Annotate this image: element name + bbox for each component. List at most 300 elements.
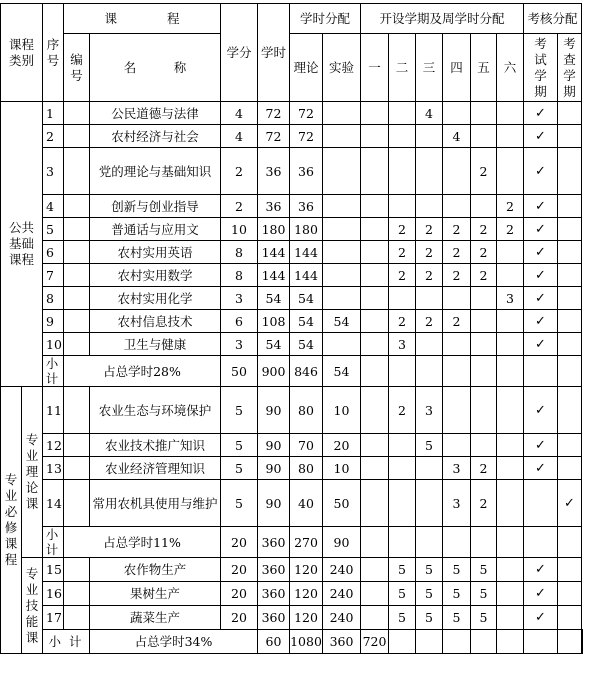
term-6-hours: [497, 102, 524, 125]
term-4-hours: 2: [443, 241, 471, 264]
term-5-hours: [471, 310, 497, 333]
course-no: 5: [43, 218, 64, 241]
course-no: 10: [43, 333, 64, 356]
header-term-dist: 开设学期及周学时分配: [361, 4, 524, 34]
table-row: [1, 125, 583, 148]
term-5-hours: 5: [471, 606, 497, 630]
header-course: 课 程: [64, 4, 221, 34]
subtotal-label: 小 计: [43, 630, 90, 654]
header-term-4: 四: [443, 34, 471, 102]
term-1-hours: [361, 434, 389, 457]
course-name: 果树生产: [90, 582, 221, 606]
term-5-hours: 2: [471, 148, 497, 195]
exam-term-check: ✓: [524, 558, 558, 582]
course-name: 农村实用数学: [90, 264, 221, 287]
term-4-hours: 3: [443, 480, 471, 527]
header-exam: 考试学期: [524, 34, 558, 102]
exam-term-check: ✓: [524, 434, 558, 457]
course-theory: 54: [290, 287, 323, 310]
exam-term-check: ✓: [524, 125, 558, 148]
term-2-hours: 3: [389, 333, 416, 356]
term-4-hours: [443, 102, 471, 125]
check-term-check: [558, 287, 582, 310]
table-row: [1, 264, 583, 287]
term-6-hours: [497, 582, 524, 606]
course-hours: 180: [258, 218, 290, 241]
term-1-hours: [361, 457, 389, 480]
term-3-hours: [416, 195, 443, 218]
term-5-hours: [471, 333, 497, 356]
term-1-hours: [361, 558, 389, 582]
term-1-hours: [361, 218, 389, 241]
term-3-hours: 3: [416, 387, 443, 434]
course-code: [64, 457, 90, 480]
exam-term-check: ✓: [524, 148, 558, 195]
course-code: [64, 148, 90, 195]
term-2-hours: [389, 148, 416, 195]
course-hours: 360: [258, 558, 290, 582]
course-lab: [323, 264, 361, 287]
exam-term-check: ✓: [524, 287, 558, 310]
header-hours-dist: 学时分配: [290, 4, 361, 34]
course-credit: 20: [221, 582, 258, 606]
course-code: [64, 333, 90, 356]
term-5-hours: 2: [471, 457, 497, 480]
term-3-hours: [416, 287, 443, 310]
check-term-check: [558, 558, 582, 582]
course-theory: 54: [290, 333, 323, 356]
term-6-hours: [497, 148, 524, 195]
term-4-hours: 2: [443, 218, 471, 241]
course-theory: 70: [290, 434, 323, 457]
check-term-check: [558, 218, 582, 241]
term-3-hours: 4: [416, 102, 443, 125]
course-no: 8: [43, 287, 64, 310]
term-3-hours: 5: [416, 606, 443, 630]
exam-term-check: ✓: [524, 387, 558, 434]
course-hours: 108: [258, 310, 290, 333]
empty-cell: [471, 630, 497, 654]
empty-cell: [471, 527, 497, 558]
course-theory: 36: [290, 195, 323, 218]
term-2-hours: [389, 287, 416, 310]
term-6-hours: [497, 480, 524, 527]
course-code: [64, 218, 90, 241]
course-no: 11: [43, 387, 64, 434]
table-row: [1, 287, 583, 310]
course-credit: 8: [221, 241, 258, 264]
empty-cell: [416, 630, 443, 654]
empty-cell: [558, 356, 582, 387]
header-term-5: 五: [471, 34, 497, 102]
course-theory: 120: [290, 606, 323, 630]
course-no: 12: [43, 434, 64, 457]
course-credit: 5: [221, 457, 258, 480]
term-2-hours: [389, 125, 416, 148]
exam-term-check: ✓: [524, 582, 558, 606]
term-6-hours: [497, 558, 524, 582]
group-label-text: 公共基础课程: [8, 220, 34, 267]
term-5-hours: 2: [471, 218, 497, 241]
term-3-hours: [416, 480, 443, 527]
course-lab: 54: [323, 310, 361, 333]
term-6-hours: 2: [497, 195, 524, 218]
exam-term-check: ✓: [524, 457, 558, 480]
course-no: 3: [43, 148, 64, 195]
empty-cell: [471, 356, 497, 387]
subtotal-theory: 360: [323, 630, 361, 654]
course-lab: [323, 218, 361, 241]
course-hours: 90: [258, 387, 290, 434]
course-lab: 240: [323, 558, 361, 582]
term-4-hours: 2: [443, 310, 471, 333]
empty-cell: [389, 356, 416, 387]
course-lab: [323, 333, 361, 356]
term-2-hours: 2: [389, 218, 416, 241]
table-row: [1, 558, 583, 582]
term-1-hours: [361, 148, 389, 195]
course-hours: 360: [258, 606, 290, 630]
exam-term-check: [524, 480, 558, 527]
term-6-hours: 2: [497, 218, 524, 241]
table-row: [1, 480, 583, 527]
course-lab: [323, 287, 361, 310]
check-term-check: [558, 264, 582, 287]
subtotal-lab: 720: [361, 630, 389, 654]
course-credit: 3: [221, 333, 258, 356]
course-theory: 54: [290, 310, 323, 333]
subtotal-theory: 270: [290, 527, 323, 558]
check-term-check: [558, 125, 582, 148]
course-hours: 54: [258, 333, 290, 356]
course-credit: 5: [221, 434, 258, 457]
table-header: [1, 4, 583, 102]
course-name: 农业经济管理知识: [90, 457, 221, 480]
check-term-check: [558, 241, 582, 264]
course-theory: 72: [290, 102, 323, 125]
term-4-hours: [443, 195, 471, 218]
course-code: [64, 125, 90, 148]
table-row: [1, 457, 583, 480]
course-code: [64, 606, 90, 630]
term-5-hours: [471, 434, 497, 457]
term-1-hours: [361, 264, 389, 287]
term-5-hours: [471, 287, 497, 310]
empty-cell: [558, 630, 582, 654]
course-no: 17: [43, 606, 64, 630]
term-6-hours: [497, 125, 524, 148]
header-lab: 实验: [323, 34, 361, 102]
course-theory: 80: [290, 387, 323, 434]
course-lab: 20: [323, 434, 361, 457]
term-6-hours: [497, 241, 524, 264]
header-term-3: 三: [416, 34, 443, 102]
empty-cell: [361, 356, 389, 387]
term-2-hours: [389, 457, 416, 480]
course-hours: 144: [258, 264, 290, 287]
term-3-hours: [416, 333, 443, 356]
table-row: [1, 582, 583, 606]
subtotal-credit: 50: [221, 356, 258, 387]
term-6-hours: [497, 333, 524, 356]
empty-cell: [389, 630, 416, 654]
term-3-hours: 5: [416, 582, 443, 606]
term-4-hours: [443, 333, 471, 356]
table-row: [1, 387, 583, 434]
exam-term-check: ✓: [524, 218, 558, 241]
term-1-hours: [361, 241, 389, 264]
exam-term-check: ✓: [524, 241, 558, 264]
course-theory: 144: [290, 264, 323, 287]
course-credit: 2: [221, 195, 258, 218]
course-credit: 4: [221, 125, 258, 148]
header-name: 名 称: [90, 34, 221, 102]
course-no: 4: [43, 195, 64, 218]
course-name: 农业技术推广知识: [90, 434, 221, 457]
course-hours: 54: [258, 287, 290, 310]
course-hours: 144: [258, 241, 290, 264]
header-term-2: 二: [389, 34, 416, 102]
table-row: [1, 195, 583, 218]
term-5-hours: [471, 387, 497, 434]
term-3-hours: 2: [416, 264, 443, 287]
course-name: 农作物生产: [90, 558, 221, 582]
subtotal-row: [1, 527, 583, 558]
term-1-hours: [361, 333, 389, 356]
term-4-hours: [443, 434, 471, 457]
subtotal-row: [1, 630, 583, 654]
term-6-hours: [497, 434, 524, 457]
empty-cell: [497, 356, 524, 387]
course-name: 常用农机具使用与维护: [90, 480, 221, 527]
course-theory: 40: [290, 480, 323, 527]
course-lab: [323, 125, 361, 148]
course-theory: 72: [290, 125, 323, 148]
course-credit: 5: [221, 387, 258, 434]
term-6-hours: [497, 457, 524, 480]
course-no: 1: [43, 102, 64, 125]
table-row: [1, 102, 583, 125]
header-code: 编号: [64, 34, 90, 102]
course-credit: 4: [221, 102, 258, 125]
subtotal-lab: 54: [323, 356, 361, 387]
header-credit: 学分: [221, 4, 258, 102]
course-name: 蔬菜生产: [90, 606, 221, 630]
term-3-hours: [416, 148, 443, 195]
course-lab: 10: [323, 457, 361, 480]
course-credit: 5: [221, 480, 258, 527]
empty-cell: [524, 527, 558, 558]
empty-cell: [443, 356, 471, 387]
term-4-hours: 4: [443, 125, 471, 148]
term-5-hours: [471, 102, 497, 125]
term-2-hours: [389, 434, 416, 457]
course-hours: 36: [258, 148, 290, 195]
term-2-hours: 2: [389, 264, 416, 287]
table-row: [1, 218, 583, 241]
course-credit: 3: [221, 287, 258, 310]
term-2-hours: 2: [389, 241, 416, 264]
table-row: [1, 310, 583, 333]
group-public: [1, 102, 43, 387]
term-2-hours: [389, 480, 416, 527]
term-4-hours: [443, 287, 471, 310]
course-name: 农村实用化学: [90, 287, 221, 310]
term-1-hours: [361, 387, 389, 434]
term-3-hours: 5: [416, 558, 443, 582]
empty-cell: [582, 630, 583, 654]
course-credit: 20: [221, 606, 258, 630]
course-name: 普通话与应用文: [90, 218, 221, 241]
course-code: [64, 387, 90, 434]
subtotal-label: 小 计: [43, 527, 64, 558]
check-term-check: [558, 434, 582, 457]
course-theory: 144: [290, 241, 323, 264]
term-2-hours: 2: [389, 310, 416, 333]
course-credit: 8: [221, 264, 258, 287]
course-name: 农村信息技术: [90, 310, 221, 333]
course-lab: 240: [323, 606, 361, 630]
course-no: 2: [43, 125, 64, 148]
term-6-hours: [497, 310, 524, 333]
term-2-hours: [389, 195, 416, 218]
course-name: 创新与创业指导: [90, 195, 221, 218]
exam-term-check: ✓: [524, 310, 558, 333]
table-row: [1, 333, 583, 356]
term-4-hours: 3: [443, 457, 471, 480]
exam-term-check: ✓: [524, 333, 558, 356]
course-lab: [323, 241, 361, 264]
header-term-6: 六: [497, 34, 524, 102]
course-name: 党的理论与基础知识: [90, 148, 221, 195]
curriculum-table: [0, 3, 583, 654]
term-3-hours: [416, 125, 443, 148]
term-1-hours: [361, 287, 389, 310]
check-term-check: [558, 606, 582, 630]
check-term-check: [558, 148, 582, 195]
empty-cell: [443, 630, 471, 654]
course-theory: 120: [290, 582, 323, 606]
check-term-check: [558, 195, 582, 218]
exam-term-check: ✓: [524, 606, 558, 630]
term-5-hours: 5: [471, 558, 497, 582]
course-code: [64, 102, 90, 125]
course-code: [64, 480, 90, 527]
term-1-hours: [361, 480, 389, 527]
term-6-hours: [497, 387, 524, 434]
curriculum-table-wrap: [0, 3, 583, 654]
course-name: 公民道德与法律: [90, 102, 221, 125]
check-term-check: [558, 457, 582, 480]
header-term-1: 一: [361, 34, 389, 102]
term-5-hours: 2: [471, 264, 497, 287]
subtotal-lab: 90: [323, 527, 361, 558]
term-3-hours: 2: [416, 310, 443, 333]
term-1-hours: [361, 125, 389, 148]
term-3-hours: [416, 457, 443, 480]
check-term-check: [558, 102, 582, 125]
term-2-hours: [389, 102, 416, 125]
term-3-hours: 2: [416, 218, 443, 241]
course-lab: [323, 195, 361, 218]
course-hours: 72: [258, 125, 290, 148]
course-code: [64, 287, 90, 310]
group-major-theory: [22, 387, 43, 558]
check-term-check: [558, 582, 582, 606]
subtotal-row: [1, 356, 583, 387]
course-code: [64, 310, 90, 333]
check-term-check: ✓: [558, 480, 582, 527]
subtotal-theory: 846: [290, 356, 323, 387]
course-hours: 72: [258, 102, 290, 125]
course-credit: 20: [221, 558, 258, 582]
course-credit: 10: [221, 218, 258, 241]
term-3-hours: 2: [416, 241, 443, 264]
term-6-hours: [497, 606, 524, 630]
group-label-text: 专业必修课程: [4, 472, 18, 567]
header-assess: 考核分配: [524, 4, 582, 34]
course-no: 16: [43, 582, 64, 606]
header-category: 课程类别: [1, 4, 43, 102]
empty-cell: [497, 527, 524, 558]
course-code: [64, 558, 90, 582]
term-3-hours: 5: [416, 434, 443, 457]
course-lab: [323, 102, 361, 125]
term-2-hours: 5: [389, 582, 416, 606]
empty-cell: [443, 527, 471, 558]
course-no: 7: [43, 264, 64, 287]
term-1-hours: [361, 606, 389, 630]
table-row: [1, 241, 583, 264]
term-1-hours: [361, 310, 389, 333]
term-5-hours: 5: [471, 582, 497, 606]
course-theory: 80: [290, 457, 323, 480]
check-term-check: [558, 387, 582, 434]
course-no: 13: [43, 457, 64, 480]
exam-term-check: ✓: [524, 195, 558, 218]
course-code: [64, 264, 90, 287]
table-row: [1, 148, 583, 195]
check-term-check: [558, 333, 582, 356]
course-theory: 180: [290, 218, 323, 241]
empty-cell: [416, 527, 443, 558]
course-hours: 36: [258, 195, 290, 218]
group-major-skill: [22, 558, 43, 654]
group-major: [1, 387, 22, 654]
course-code: [64, 241, 90, 264]
subtotal-label: 小 计: [43, 356, 64, 387]
empty-cell: [558, 527, 582, 558]
term-4-hours: 5: [443, 582, 471, 606]
table-body: [1, 102, 583, 654]
course-credit: 2: [221, 148, 258, 195]
subtotal-hours: 1080: [290, 630, 323, 654]
header-check: 考查学期: [558, 34, 582, 102]
empty-cell: [497, 630, 524, 654]
subtotal-name: 占总学时28%: [64, 356, 221, 387]
course-lab: 240: [323, 582, 361, 606]
exam-term-check: ✓: [524, 102, 558, 125]
term-4-hours: [443, 387, 471, 434]
term-4-hours: 5: [443, 558, 471, 582]
course-lab: 10: [323, 387, 361, 434]
empty-cell: [389, 527, 416, 558]
course-no: 15: [43, 558, 64, 582]
exam-term-check: ✓: [524, 264, 558, 287]
term-6-hours: [497, 264, 524, 287]
course-name: 农村经济与社会: [90, 125, 221, 148]
course-lab: [323, 148, 361, 195]
